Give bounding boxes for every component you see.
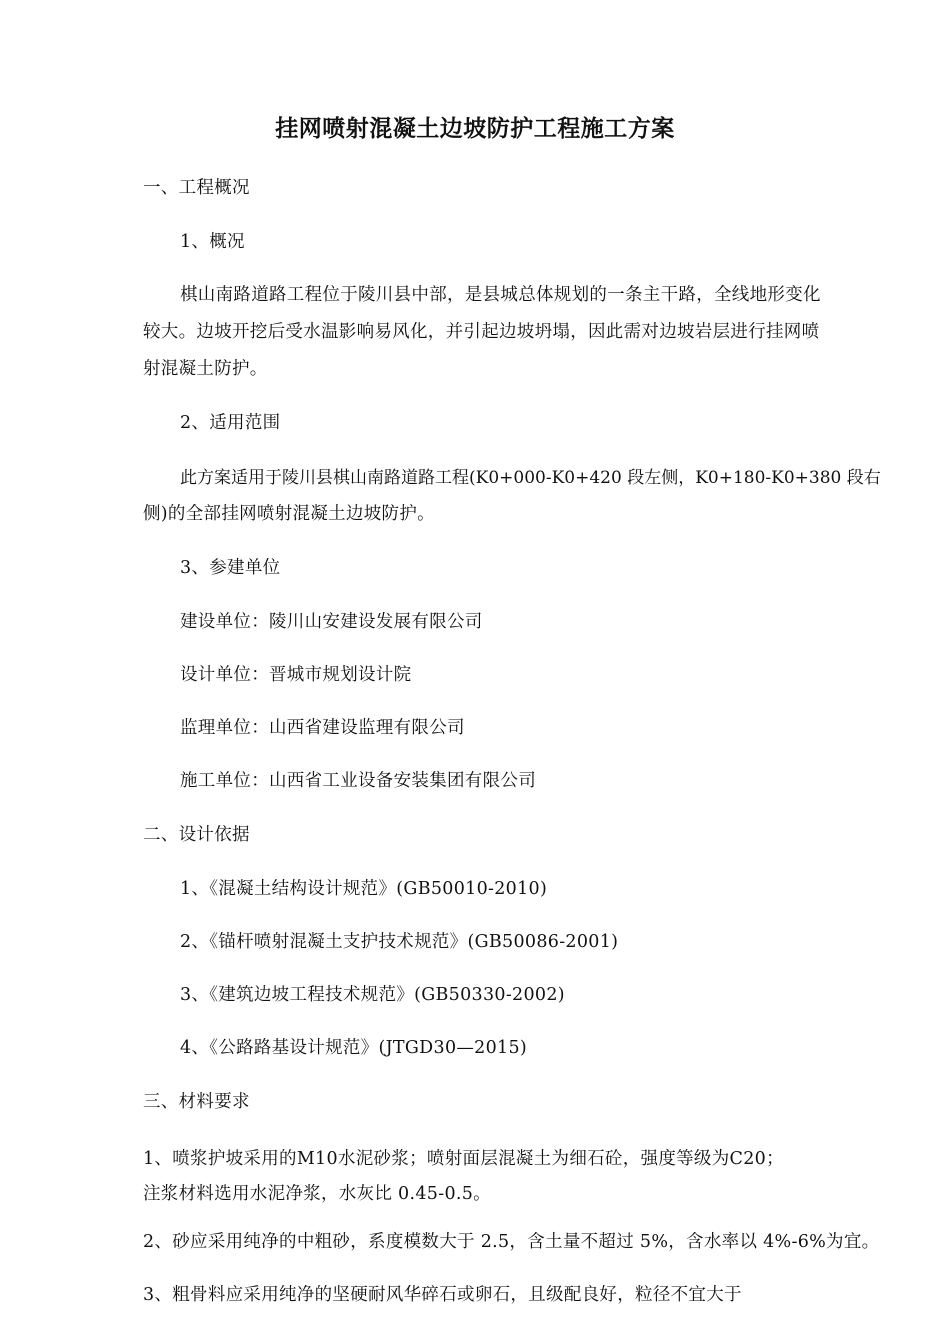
material-item: 2、砂应采用纯净的中粗砂，系度模数大于 2.5，含土量不超过 5%，含水率以 4%-6%为宜。 [143,1232,880,1252]
design-basis-item: 4、《公路路基设计规范》(JTGD30—2015) [180,1038,528,1058]
material-item: 注浆材料选用水泥净浆，水灰比 0.45-0.5。 [143,1184,491,1204]
subheading-overview: 1、概况 [180,232,245,252]
paragraph-line: 较大。边坡开挖后受水温影响易风化，并引起边坡坍塌，因此需对边坡岩层进行挂网喷 [143,322,820,342]
material-item: 1、喷浆护坡采用的M10水泥砂浆；喷射面层混凝土为细石砼，强度等级为C20； [143,1149,784,1169]
section-heading-design-basis: 二、设计依据 [143,825,250,845]
participant-item: 监理单位：山西省建设监理有限公司 [180,718,465,738]
participant-item: 建设单位：陵川山安建设发展有限公司 [180,612,483,632]
paragraph-line: 侧)的全部挂网喷射混凝土边坡防护。 [143,504,435,524]
participant-item: 施工单位：山西省工业设备安装集团有限公司 [180,771,536,791]
material-item: 3、粗骨料应采用纯净的坚硬耐风华碎石或卵石，且级配良好，粒径不宜大于 [143,1285,742,1305]
subheading-participants: 3、参建单位 [180,558,281,578]
section-heading-overview: 一、工程概况 [143,178,250,198]
design-basis-item: 3、《建筑边坡工程技术规范》(GB50330-2002) [180,985,565,1005]
design-basis-item: 2、《锚杆喷射混凝土支护技术规范》(GB50086-2001) [180,932,619,952]
paragraph-line: 此方案适用于陵川县棋山南路道路工程(K0+000-K0+420 段左侧，K0+180-K0+380 段右 [180,468,881,488]
subheading-scope: 2、适用范围 [180,413,281,433]
document-title: 挂网喷射混凝土边坡防护工程施工方案 [275,115,675,142]
paragraph-line: 棋山南路道路工程位于陵川县中部，是县城总体规划的一条主干路，全线地形变化 [180,285,821,305]
participant-item: 设计单位：晋城市规划设计院 [180,665,412,685]
section-heading-materials: 三、材料要求 [143,1092,250,1112]
design-basis-item: 1、《混凝土结构设计规范》(GB50010-2010) [180,879,548,899]
paragraph-line: 射混凝土防护。 [143,359,268,379]
